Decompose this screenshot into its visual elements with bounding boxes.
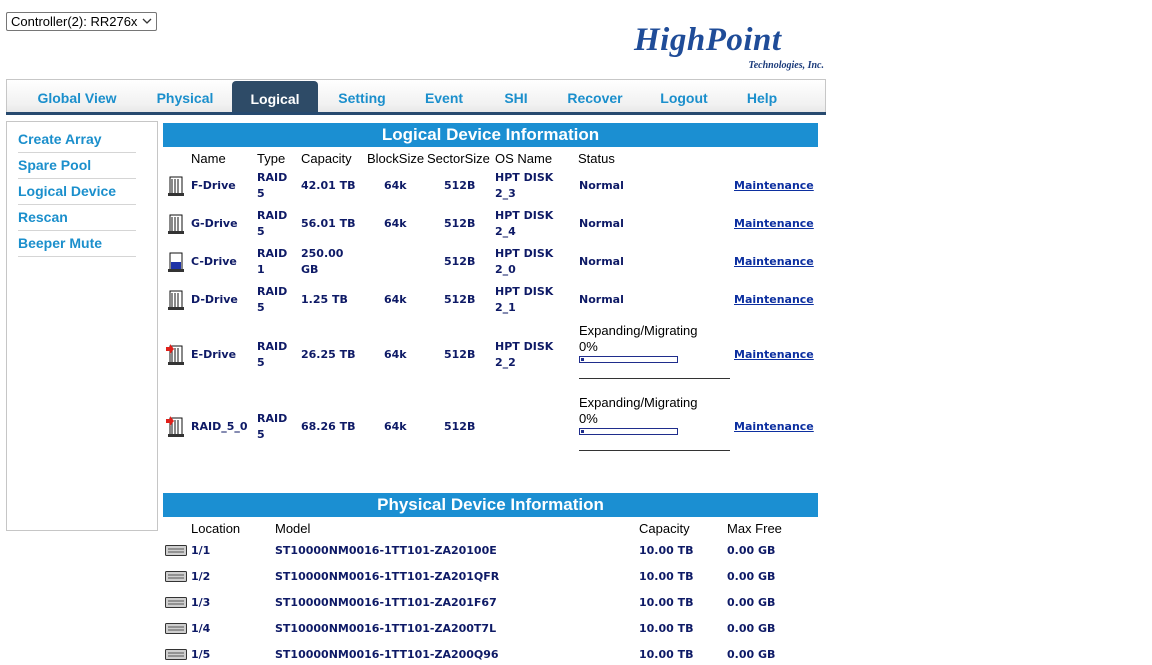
tab-global-view[interactable]: Global View — [37, 90, 117, 106]
array-osname: HPT DISK 2_2 — [495, 340, 554, 369]
array-sectorsize: 512B — [444, 217, 476, 230]
array-name: RAID_5_0 — [191, 420, 248, 433]
disk-maxfree: 0.00 GB — [727, 596, 776, 609]
disk-capacity: 10.00 TB — [639, 596, 694, 609]
array-osname: HPT DISK 2_1 — [495, 285, 554, 314]
array-sectorsize: 512B — [444, 420, 476, 433]
array-type: RAID 5 — [257, 171, 288, 200]
hard-disk-icon — [165, 571, 187, 582]
disk-model: ST10000NM0016-1TT101-ZA200T7L — [275, 622, 497, 635]
hard-disk-icon — [165, 545, 187, 556]
array-capacity: 26.25 TB — [301, 348, 356, 361]
disk-model: ST10000NM0016-1TT101-ZA200Q96 — [275, 648, 499, 661]
disk-maxfree: 0.00 GB — [727, 648, 776, 661]
array-type: RAID 1 — [257, 247, 288, 276]
hard-disk-icon — [165, 623, 187, 634]
array-blocksize: 64k — [384, 348, 407, 361]
progress-bar-fill — [581, 430, 584, 433]
array-status: Normal — [579, 293, 624, 306]
sidebar-item-logical-device[interactable]: Logical Device — [18, 179, 136, 205]
logo-subtitle: Technologies, Inc. — [748, 60, 824, 71]
disk-model: ST10000NM0016-1TT101-ZA201F67 — [275, 596, 497, 609]
array-sectorsize: 512B — [444, 293, 476, 306]
nav-underline — [6, 112, 826, 115]
array-sectorsize: 512B — [444, 255, 476, 268]
array-name: D-Drive — [191, 293, 238, 306]
tab-event[interactable]: Event — [424, 90, 464, 106]
maintenance-link[interactable]: Maintenance — [734, 293, 814, 306]
disk-location: 1/5 — [191, 648, 211, 661]
divider — [579, 450, 730, 451]
progress-bar-fill — [581, 358, 584, 361]
col-header-sectorsize: SectorSize — [427, 151, 490, 166]
array-type: RAID 5 — [257, 412, 288, 441]
array-osname: HPT DISK 2_0 — [495, 247, 554, 276]
array-sectorsize: 512B — [444, 179, 476, 192]
array-capacity: 1.25 TB — [301, 293, 348, 306]
progress-bar — [579, 428, 678, 435]
disk-maxfree: 0.00 GB — [727, 570, 776, 583]
hard-disk-icon — [165, 649, 187, 660]
divider — [579, 378, 730, 379]
tab-shi[interactable]: SHI — [504, 90, 528, 106]
chevron-down-icon — [142, 15, 152, 27]
array-type: RAID 5 — [257, 340, 288, 369]
array-osname: HPT DISK 2_4 — [495, 209, 554, 238]
array-blocksize: 64k — [384, 293, 407, 306]
tab-logical[interactable]: Logical — [232, 81, 318, 114]
disk-capacity: 10.00 TB — [639, 648, 694, 661]
array-status: Normal — [579, 255, 624, 268]
array-name: C-Drive — [191, 255, 237, 268]
disk-capacity: 10.00 TB — [639, 622, 694, 635]
progress-percent: 0% — [579, 339, 598, 354]
array-capacity: 250.00 GB — [301, 247, 344, 276]
array-blocksize: 64k — [384, 420, 407, 433]
array-name: E-Drive — [191, 348, 237, 361]
sidebar-item-rescan[interactable]: Rescan — [18, 205, 136, 231]
mirror-array-icon — [167, 251, 185, 273]
disk-maxfree: 0.00 GB — [727, 544, 776, 557]
controller-select[interactable] — [6, 12, 157, 31]
array-capacity: 68.26 TB — [301, 420, 356, 433]
col-header-location: Location — [191, 521, 241, 536]
disk-location: 1/1 — [191, 544, 211, 557]
maintenance-link[interactable]: Maintenance — [734, 420, 814, 433]
hard-disk-icon — [165, 597, 187, 608]
tab-recover[interactable]: Recover — [567, 90, 623, 106]
tab-logout[interactable]: Logout — [660, 90, 708, 106]
disk-maxfree: 0.00 GB — [727, 622, 776, 635]
array-blocksize: 64k — [384, 217, 407, 230]
disk-location: 1/3 — [191, 596, 211, 609]
array-status: Expanding/Migrating — [579, 395, 698, 410]
disk-model: ST10000NM0016-1TT101-ZA20100E — [275, 544, 497, 557]
highpoint-logo — [630, 22, 826, 74]
maintenance-link[interactable]: Maintenance — [734, 217, 814, 230]
sidebar-item-beeper-mute[interactable]: Beeper Mute — [18, 231, 136, 257]
disk-location: 1/2 — [191, 570, 211, 583]
array-type: RAID 5 — [257, 285, 288, 314]
array-sectorsize: 512B — [444, 348, 476, 361]
col-header-osname: OS Name — [495, 151, 553, 166]
array-status: Expanding/Migrating — [579, 323, 698, 338]
physical-section-title: Physical Device Information — [163, 493, 818, 517]
controller-select-value: Controller(2): RR276x — [11, 14, 138, 29]
disk-array-icon — [167, 213, 185, 235]
disk-array-icon — [167, 175, 185, 197]
migrating-array-icon — [165, 343, 185, 367]
progress-bar — [579, 356, 678, 363]
array-osname: HPT DISK 2_3 — [495, 171, 554, 200]
disk-capacity: 10.00 TB — [639, 570, 694, 583]
col-header-maxfree: Max Free — [727, 521, 782, 536]
col-header-blocksize: BlockSize — [367, 151, 425, 166]
migrating-array-icon — [165, 415, 185, 439]
col-header-status: Status — [578, 151, 615, 166]
maintenance-link[interactable]: Maintenance — [734, 348, 814, 361]
array-status: Normal — [579, 179, 624, 192]
sidebar-item-spare-pool[interactable]: Spare Pool — [18, 153, 136, 179]
maintenance-link[interactable]: Maintenance — [734, 179, 814, 192]
array-name: F-Drive — [191, 179, 236, 192]
array-name: G-Drive — [191, 217, 238, 230]
disk-array-icon — [167, 289, 185, 311]
array-status: Normal — [579, 217, 624, 230]
disk-capacity: 10.00 TB — [639, 544, 694, 557]
sidebar-item-create-array[interactable]: Create Array — [18, 127, 136, 153]
col-header-capacity: Capacity — [301, 151, 352, 166]
array-blocksize: 64k — [384, 179, 407, 192]
logical-section-title: Logical Device Information — [163, 123, 818, 147]
array-capacity: 42.01 TB — [301, 179, 356, 192]
tab-help[interactable]: Help — [746, 90, 778, 106]
col-header-disk-capacity: Capacity — [639, 521, 690, 536]
tab-setting[interactable]: Setting — [338, 90, 386, 106]
array-type: RAID 5 — [257, 209, 288, 238]
main-nav — [6, 79, 826, 115]
sidebar — [6, 121, 158, 531]
col-header-model: Model — [275, 521, 311, 536]
tab-physical[interactable]: Physical — [156, 90, 214, 106]
array-capacity: 56.01 TB — [301, 217, 356, 230]
progress-percent: 0% — [579, 411, 598, 426]
col-header-type: Type — [257, 151, 286, 166]
disk-model: ST10000NM0016-1TT101-ZA201QFR — [275, 570, 500, 583]
maintenance-link[interactable]: Maintenance — [734, 255, 814, 268]
disk-location: 1/4 — [191, 622, 211, 635]
logo-brand: HighPoint — [634, 22, 782, 58]
col-header-name: Name — [191, 151, 226, 166]
